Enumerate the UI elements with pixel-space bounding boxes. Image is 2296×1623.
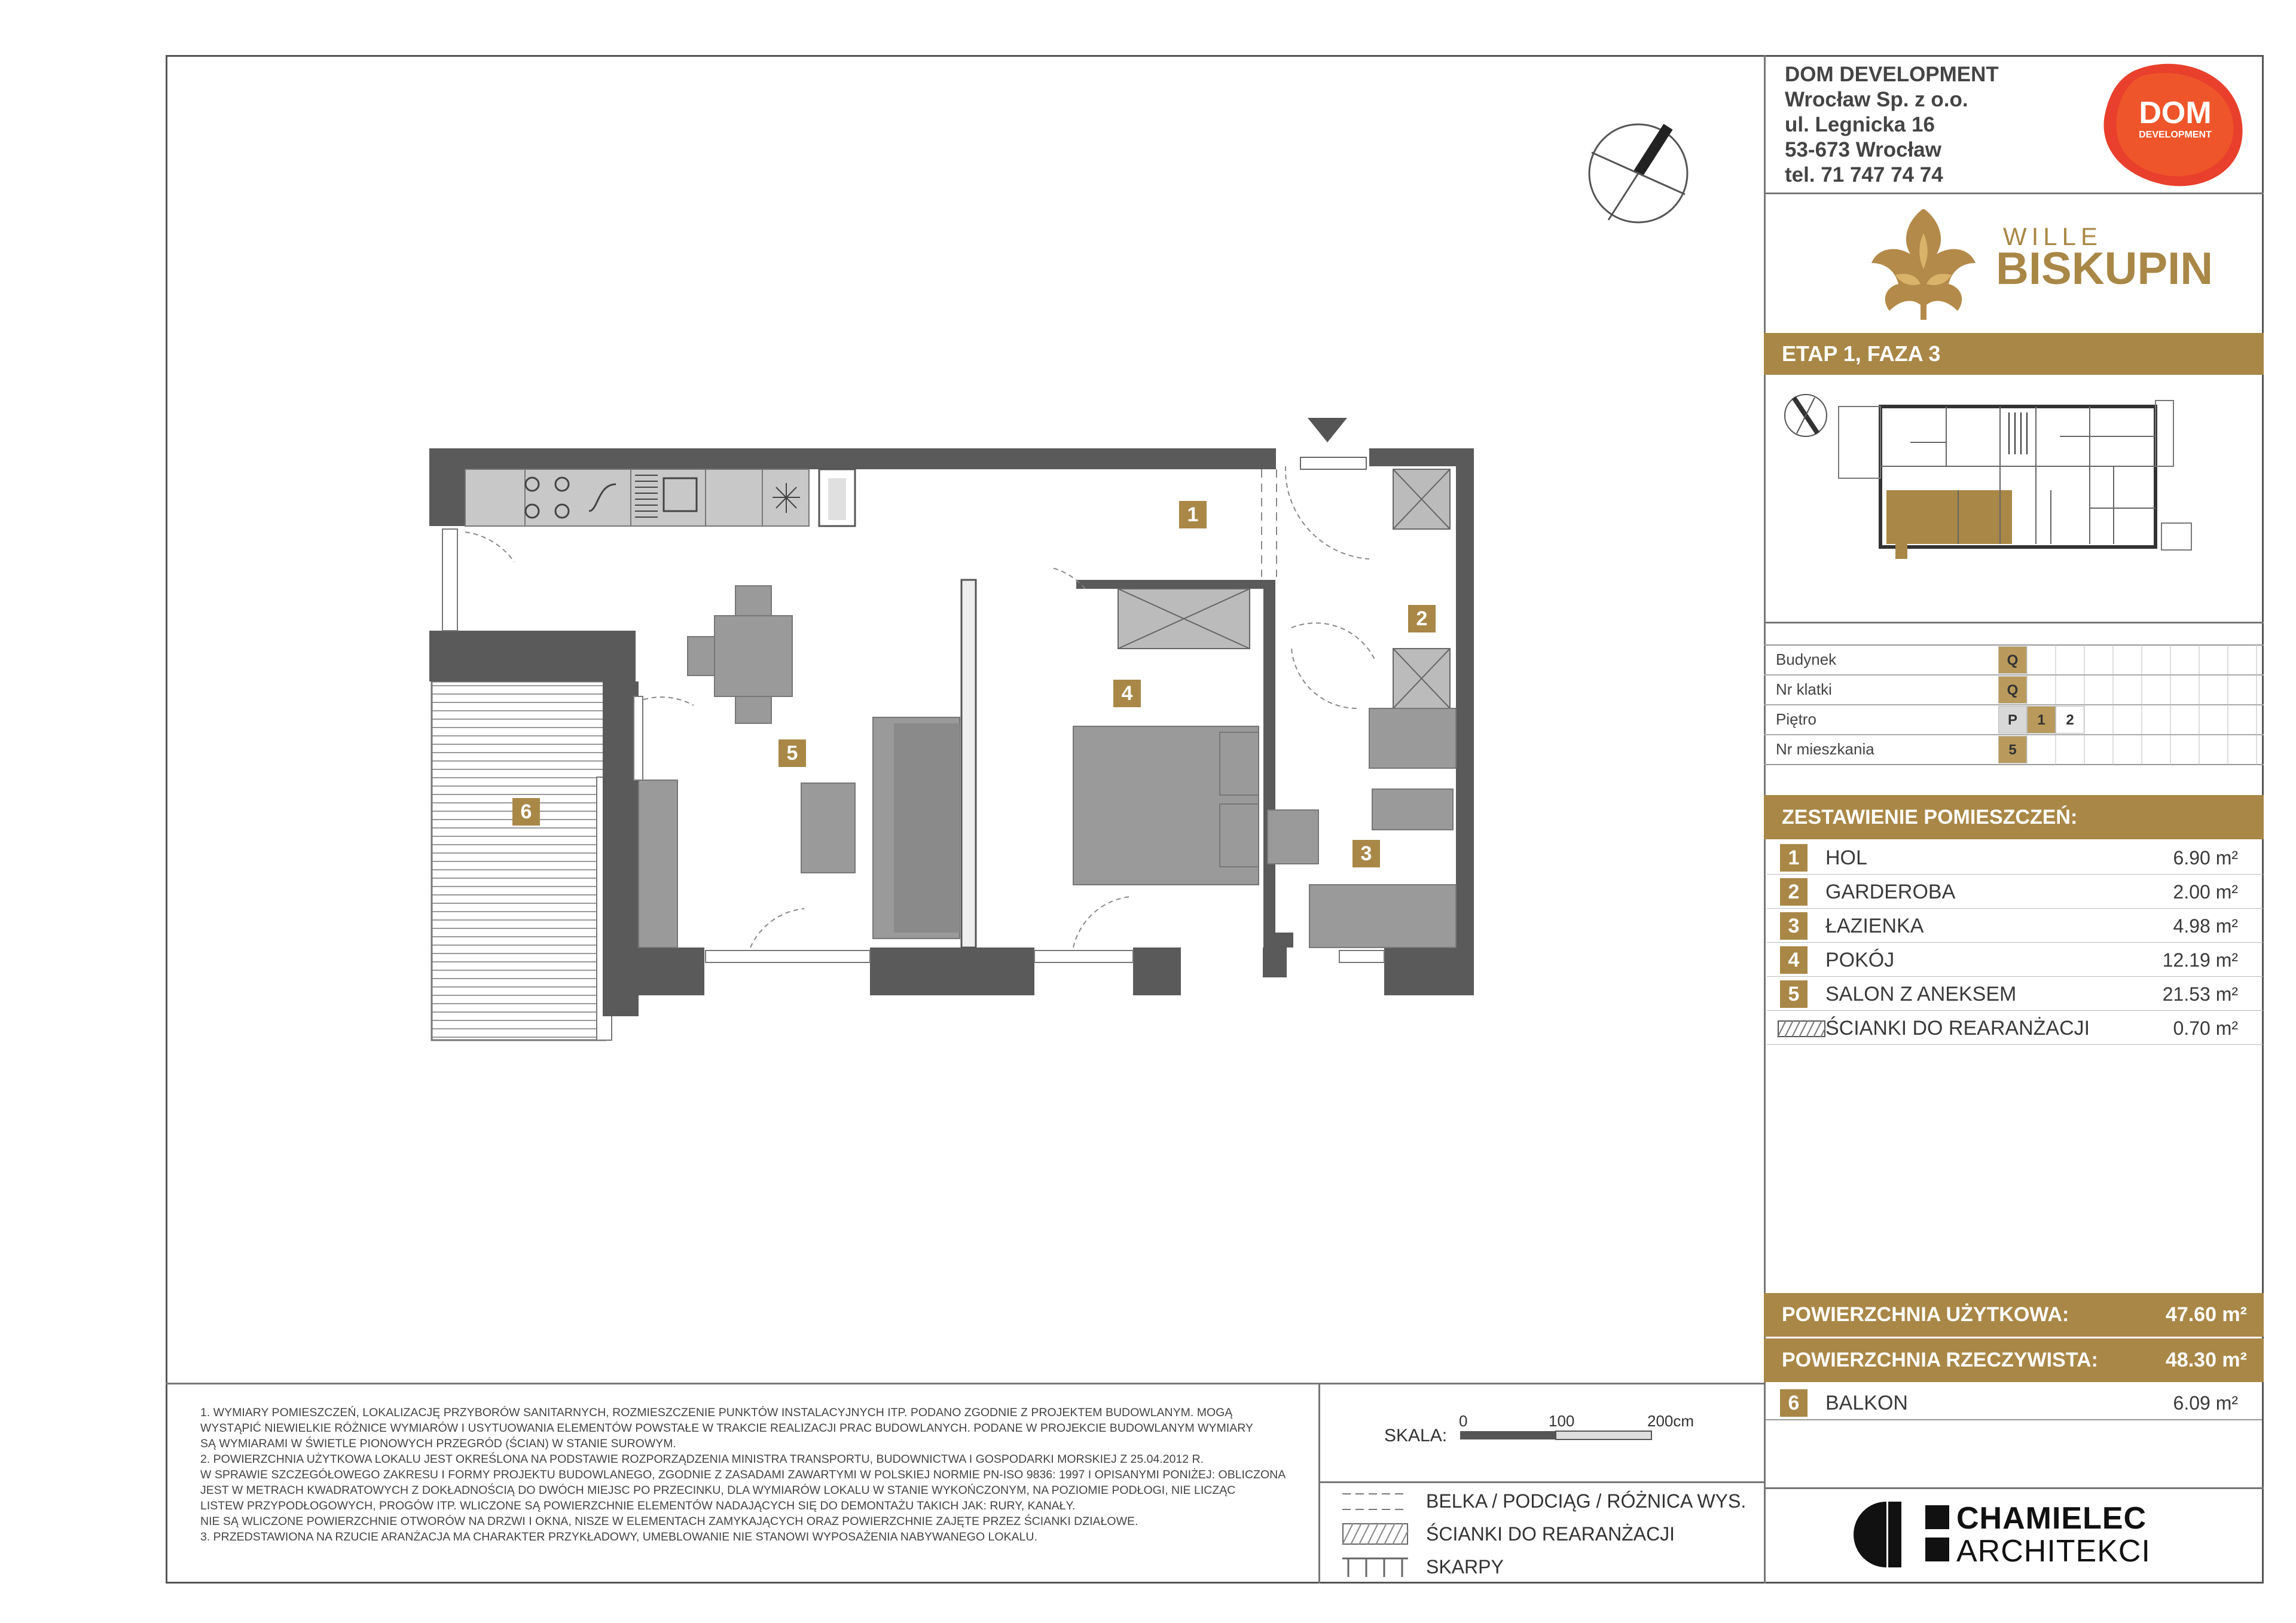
room-number-badge: 5 bbox=[1780, 980, 1808, 1008]
company-line: tel. 71 747 74 74 bbox=[1785, 163, 1943, 187]
room-area: 2.00 m² bbox=[2173, 881, 2238, 903]
scale-tick-200: 200cm bbox=[1647, 1412, 1694, 1430]
room-area: 6.90 m² bbox=[2173, 847, 2238, 869]
scale-tick-0: 0 bbox=[1459, 1412, 1468, 1430]
architekci-text: ARCHITEKCI bbox=[1956, 1534, 2151, 1569]
floor-cell: 1 bbox=[2027, 706, 2056, 733]
usable-area-label: POWIERZCHNIA UŻYTKOWA: bbox=[1782, 1303, 2069, 1326]
balcony-area bbox=[432, 681, 605, 1040]
room-row bbox=[1766, 839, 2262, 873]
company-address bbox=[1785, 62, 1999, 188]
rooms-header: ZESTAWIENIE POMIESZCZEŃ: bbox=[1782, 806, 2078, 829]
legend-beam-label: BELKA / PODCIĄG / RÓŻNICA WYS. bbox=[1426, 1490, 1747, 1512]
wardrobes bbox=[1118, 469, 1450, 708]
plan-label-pokoj: 4 bbox=[1113, 680, 1141, 707]
room-area: 12.19 m² bbox=[2162, 949, 2238, 971]
floor-label: Piętro bbox=[1776, 710, 1816, 728]
room-row bbox=[1766, 942, 2262, 976]
room-name: HOL bbox=[1825, 846, 1867, 869]
beam-legend-icon bbox=[1342, 1491, 1408, 1512]
note-line: WYSTĄPIĆ NIEWIELKIE RÓŻNICE WYMIARÓW I USYTUOWANIA ELEMENTÓW POWSTAŁE W TRAKCIE REALIZACJI PRAC BUDOWLANYCH. PODANE W PROJEKCIE BUDOWLANYM WYMIARY bbox=[200, 1422, 1253, 1435]
dom-logo-text: DOM bbox=[2139, 96, 2212, 130]
building-cell: Q bbox=[1998, 646, 2027, 674]
apartment-no-cell: 5 bbox=[1998, 736, 2027, 763]
note-line: JEST W METRACH KWADRATOWYCH Z DOKŁADNOŚCIĄ DO DWÓCH MIEJSC PO PRZECINKU, DLA WYMIARÓW LOKALU W STANIE WYKOŃCZONYM, NA POZIOMIE PODŁOGI, NIE LICZĄC bbox=[200, 1484, 1236, 1497]
usable-area-band bbox=[1764, 1293, 2264, 1337]
slopes-legend-icon bbox=[1342, 1557, 1408, 1578]
plan-label-garderoba: 2 bbox=[1408, 605, 1436, 632]
legend-divider bbox=[1318, 1481, 1766, 1483]
note-line: 1. WYMIARY POMIESZCZEŃ, LOKALIZACJĘ PRZYBORÓW SANITARNYCH, ROZMIESZCZENIE PUNKTÓW INSTALACYJNYCH ITP. PODANO ZGODNIE Z PROJEKTEM BUDOWLANYM. MOGĄ bbox=[200, 1406, 1233, 1419]
floor-cell: P bbox=[1998, 706, 2027, 733]
notes-divider bbox=[166, 1383, 1766, 1384]
note-line: W SPRAWIE SZCZEGÓŁOWEGO ZAKRESU I FORMY PROJEKTU BUDOWLANEGO, ZGODNIE Z ZASADAMI ZAWARTYMI W POLSKIEJ NORMIE PN-ISO 9836: 1997 I OPISANYMI PONIŻEJ: OBLICZONA bbox=[200, 1468, 1286, 1481]
room-area: 21.53 m² bbox=[2162, 983, 2238, 1005]
entrance-arrow-icon bbox=[1306, 417, 1348, 444]
room-number-badge: 6 bbox=[1780, 1389, 1808, 1417]
company-line: Wrocław Sp. z o.o. bbox=[1785, 88, 1968, 111]
apartment-no-label: Nr mieszkania bbox=[1776, 740, 1874, 758]
floor-plan bbox=[419, 442, 1483, 1052]
chamielec-text: CHAMIELEC bbox=[1956, 1501, 2147, 1536]
real-area-value: 48.30 m² bbox=[2165, 1349, 2247, 1371]
room-area: 4.98 m² bbox=[2173, 915, 2238, 937]
real-area-band bbox=[1764, 1338, 2264, 1382]
title-divider-1 bbox=[1764, 192, 2264, 194]
chamielec-logo bbox=[1854, 1500, 2242, 1572]
room-name: ŁAZIENKA bbox=[1825, 915, 1924, 937]
living-furniture bbox=[639, 586, 1456, 947]
dom-development-logo bbox=[2099, 59, 2248, 191]
company-name: DOM DEVELOPMENT bbox=[1785, 63, 1999, 86]
balcony-row bbox=[1766, 1384, 2262, 1419]
room-row bbox=[1766, 873, 2262, 907]
company-line: ul. Legnicka 16 bbox=[1785, 113, 1935, 136]
note-line: SĄ WYMIARAMI W ŚWIETLE PIONOWYCH PRZEGRÓD (ŚCIAN) W STANIE SUROWYM. bbox=[200, 1437, 676, 1450]
room-area: 6.09 m² bbox=[2173, 1392, 2238, 1414]
plan-label-lazienka: 3 bbox=[1352, 840, 1380, 867]
notes-legend-divider bbox=[1318, 1383, 1320, 1584]
room-name: GARDEROBA bbox=[1825, 881, 1956, 903]
wille-biskupin-logo bbox=[1854, 197, 2213, 329]
usable-area-value: 47.60 m² bbox=[2165, 1303, 2247, 1326]
room-row bbox=[1766, 907, 2262, 942]
dom-logo-subtext: DEVELOPMENT bbox=[2139, 130, 2212, 140]
building-label: Budynek bbox=[1776, 650, 1837, 668]
stage-band bbox=[1764, 333, 2264, 375]
rooms-header-band bbox=[1764, 795, 2264, 839]
room-number-badge: 4 bbox=[1780, 946, 1808, 974]
note-line: LISTEW PRZYPODŁOGOWYCH, PROGÓW ITP. WLICZONE SĄ POWIERZCHNIE ELEMENTÓW NADAJĄCYCH SIĘ DO DEMONTAŻU TAKICH JAK: RURY, KANAŁY. bbox=[200, 1499, 1076, 1512]
compass-icon bbox=[1584, 120, 1692, 227]
note-line: 2. POWIERZCHNIA UŻYTKOWA LOKALU JEST OKREŚLONA NA PODSTAWIE ROZPORZĄDZENIA MINISTRA TRANSPORTU, BUDOWNICTWA I GOSPODARKI MORSKIEJ Z 25.04.2012 R. bbox=[200, 1453, 1204, 1466]
wille-text: WILLE bbox=[2003, 222, 2103, 250]
floor-cell: 2 bbox=[2056, 706, 2084, 733]
partitions-row bbox=[1766, 1010, 2262, 1044]
room-number-badge: 1 bbox=[1780, 844, 1808, 872]
plan-label-hol: 1 bbox=[1179, 501, 1207, 528]
key-plan-compass-icon bbox=[1785, 395, 1827, 436]
partitions-area: 0.70 m² bbox=[2173, 1017, 2238, 1039]
staircase-label: Nr klatki bbox=[1776, 680, 1832, 698]
scale-label: SKALA: bbox=[1384, 1426, 1448, 1445]
room-name: SALON Z ANEKSEM bbox=[1825, 983, 2017, 1005]
room-name: BALKON bbox=[1825, 1392, 1908, 1414]
partitions-name: ŚCIANKI DO REARANŻACJI bbox=[1825, 1017, 2090, 1040]
staircase-cell: Q bbox=[1998, 676, 2027, 704]
chamielec-mark-icon bbox=[1854, 1500, 1919, 1569]
biskupin-text: BISKUPIN bbox=[1996, 243, 2213, 294]
title-divider-2 bbox=[1764, 622, 2264, 623]
room-row bbox=[1766, 976, 2262, 1010]
plan-label-salon: 5 bbox=[778, 739, 806, 767]
partitions-legend-icon bbox=[1342, 1523, 1408, 1545]
note-line: 3. PRZEDSTAWIONA NA RZUCIE ARANŻACJA MA CHARAKTER PRZYKŁADOWY, UMEBLOWANIE NIE STANOWI WYPOSAŻENIA NABYWANEGO LOKALU. bbox=[200, 1530, 1037, 1543]
room-number-badge: 2 bbox=[1780, 878, 1808, 906]
key-plan bbox=[1779, 389, 2257, 568]
hatch-swatch-icon bbox=[1778, 1020, 1825, 1037]
room-name: POKÓJ bbox=[1825, 949, 1895, 971]
scale-tick-100: 100 bbox=[1549, 1412, 1575, 1430]
real-area-label: POWIERZCHNIA RZECZYWISTA: bbox=[1782, 1349, 2098, 1371]
stage-label: ETAP 1, FAZA 3 bbox=[1782, 341, 1941, 366]
notes-block bbox=[200, 1405, 1294, 1545]
scale-bar bbox=[1459, 1430, 1662, 1442]
building-table-grid bbox=[2027, 644, 2264, 765]
company-line: 53-673 Wrocław bbox=[1785, 138, 1941, 161]
legend-slopes-label: SKARPY bbox=[1426, 1556, 1504, 1578]
title-divider-3 bbox=[1764, 1487, 2264, 1489]
legend-partitions-label: ŚCIANKI DO REARANŻACJI bbox=[1426, 1523, 1675, 1545]
note-line: NIE SĄ WLICZONE POWIERZCHNIE OTWORÓW NA DRZWI I OKNA, NISZE W ELEMENTACH ZAMYKAJĄCYCH ORAZ POWIERZCHNIE ZAJĘTE PRZEZ ŚCIANKI DZIAŁOWE. bbox=[200, 1515, 1138, 1528]
room-number-badge: 3 bbox=[1780, 912, 1808, 940]
plan-label-balkon: 6 bbox=[512, 798, 540, 826]
kitchen-counter bbox=[465, 469, 855, 526]
